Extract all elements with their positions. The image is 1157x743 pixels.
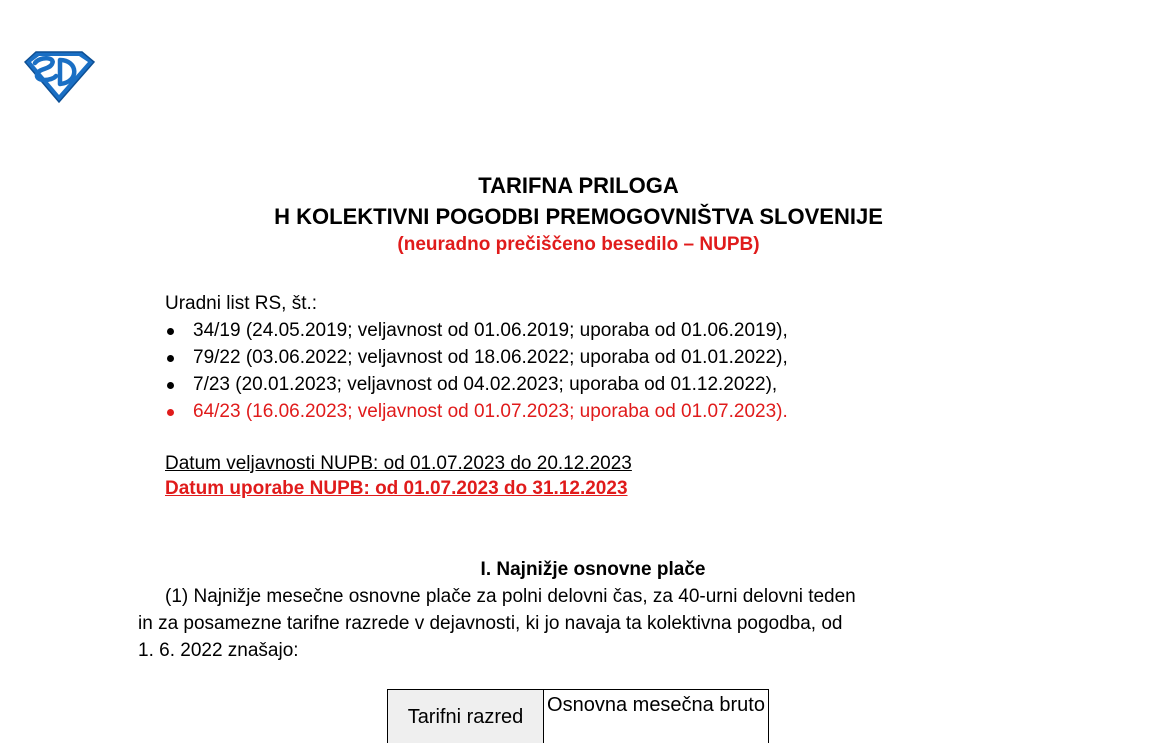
table-header-row — [388, 690, 769, 743]
paragraph-line: in za posamezne tarifne razrede v dejavnosti, ki jo navaja ta kolektivna pogodba, od — [138, 613, 843, 634]
list-item — [165, 371, 1065, 398]
list-item — [165, 344, 1065, 371]
paragraph-line: 1. 6. 2022 znašajo: — [138, 640, 299, 661]
amendment-text: 64/23 (16.06.2023; veljavnost od 01.07.2023; uporaba od 01.07.2023). — [193, 401, 788, 422]
paragraph-line: (1) Najnižje mesečne osnovne plače za polni delovni čas, za 40-urni delovni teden — [165, 586, 856, 607]
bullet-icon — [167, 328, 174, 335]
validity-date: Datum veljavnosti NUPB: od 01.07.2023 do 20.12.2023 — [165, 453, 632, 474]
amendment-list — [165, 317, 1065, 425]
amendment-text: 79/22 (03.06.2022; veljavnost od 18.06.2022; uporaba od 01.01.2022), — [193, 347, 788, 368]
wage-table — [387, 689, 769, 743]
bullet-icon — [167, 382, 174, 389]
sd-shield-logo-icon — [22, 48, 96, 104]
gazette-label: Uradni list RS, št.: — [165, 293, 318, 314]
bullet-icon — [167, 409, 174, 416]
document-title-block — [0, 170, 1157, 258]
amendment-text: 34/19 (24.05.2019; veljavnost od 01.06.2019; uporaba od 01.06.2019), — [193, 320, 788, 341]
section-paragraph — [138, 583, 1038, 664]
column-header-tariff-class: Tarifni razred — [388, 690, 544, 743]
list-item — [165, 398, 1065, 425]
list-item — [165, 317, 1065, 344]
amendment-text: 7/23 (20.01.2023; veljavnost od 04.02.2023; uporaba od 01.12.2022), — [193, 374, 778, 395]
nupb-dates — [165, 451, 632, 501]
gazette-references — [165, 290, 1065, 425]
section-heading: I. Najnižje osnovne plače — [480, 559, 706, 580]
bullet-icon — [167, 355, 174, 362]
document-subtitle-nupb: (neuradno prečiščeno besedilo – NUPB) — [397, 234, 760, 255]
column-header-base-wage: Osnovna mesečna bruto — [544, 690, 769, 743]
document-title: TARIFNA PRILOGA — [478, 173, 679, 198]
application-date: Datum uporabe NUPB: od 01.07.2023 do 31.12.2023 — [165, 478, 628, 499]
document-subtitle-main: H KOLEKTIVNI POGODBI PREMOGOVNIŠTVA SLOVENIJE — [274, 204, 883, 229]
